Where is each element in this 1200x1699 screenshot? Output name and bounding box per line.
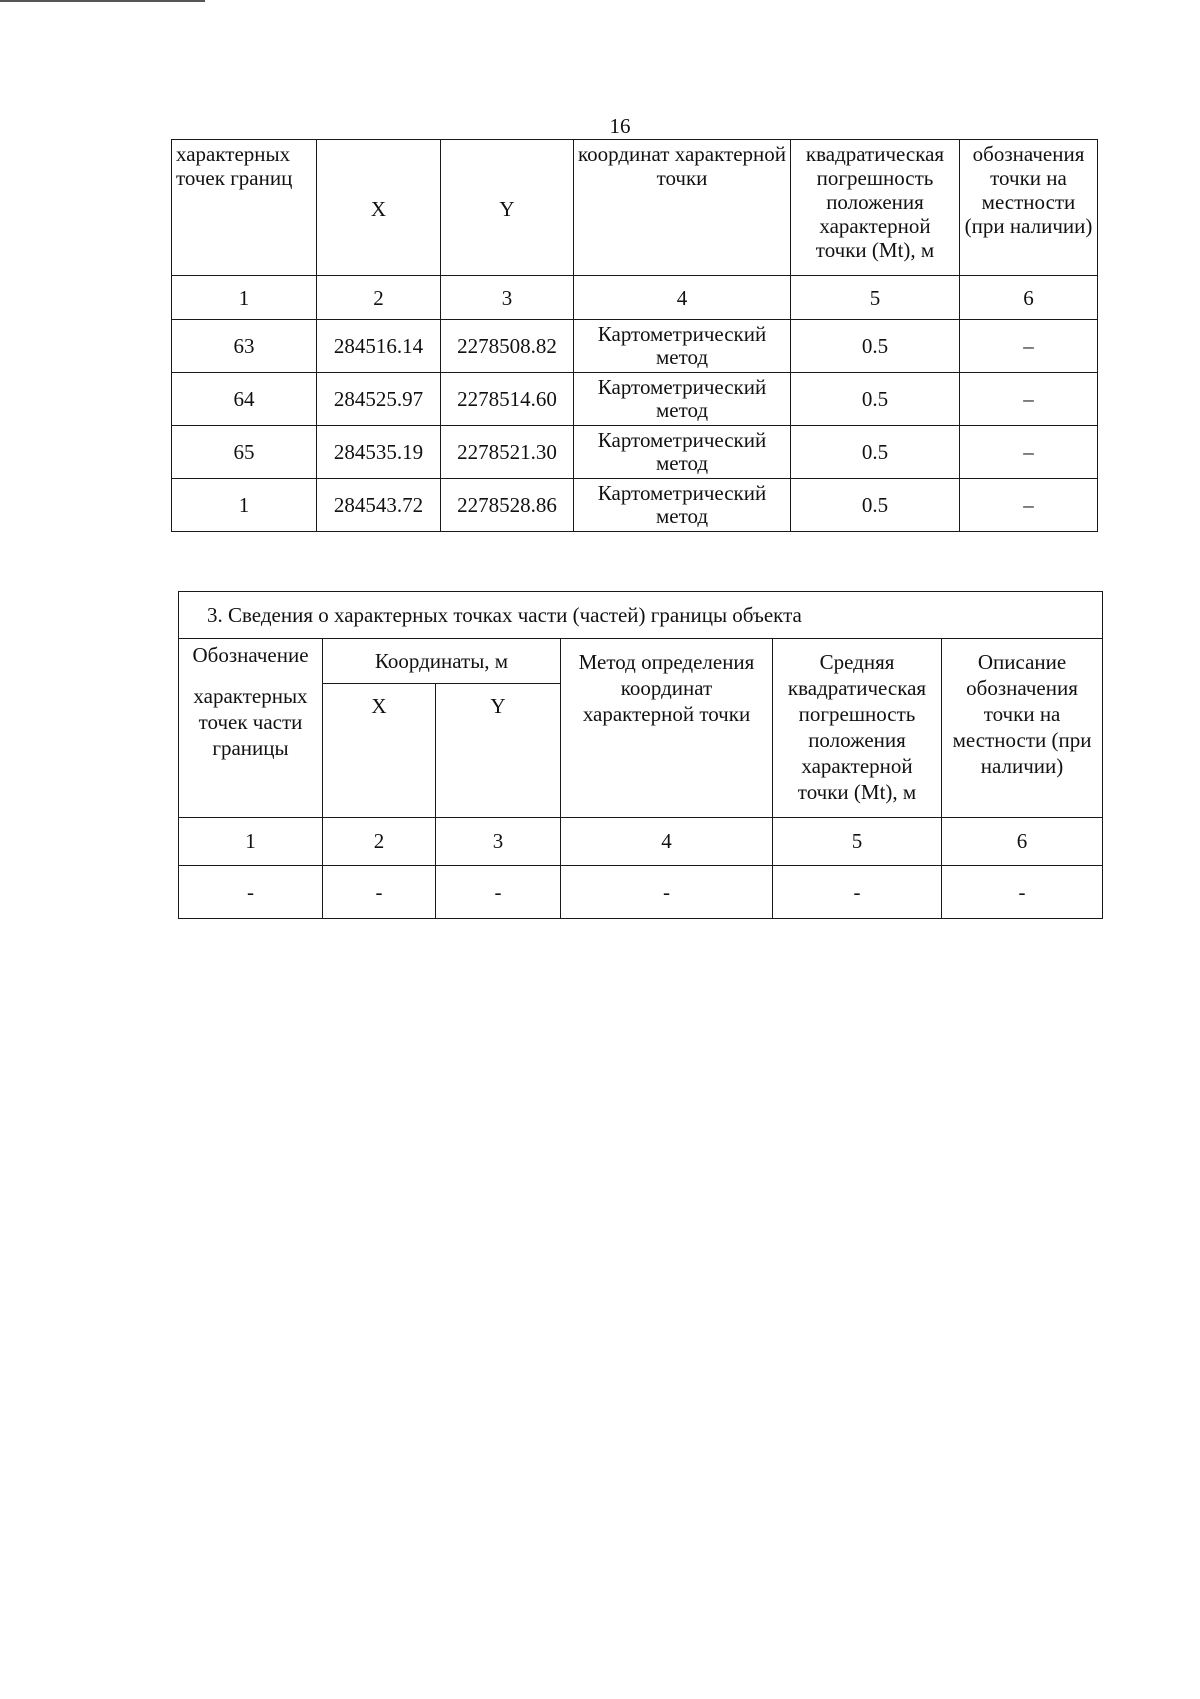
coord-x: 284535.19: [317, 426, 441, 479]
error-value: 0.5: [791, 373, 960, 426]
table2-title: 3. Сведения о характерных точках части (частей) границы объекта: [179, 592, 1103, 639]
coord-y: -: [436, 865, 561, 918]
table-row: [172, 426, 1098, 479]
point-id: 1: [172, 479, 317, 532]
error-value: 0.5: [791, 426, 960, 479]
coord-x: -: [323, 865, 436, 918]
table-row: [179, 865, 1103, 918]
method: Картометрический метод: [574, 426, 791, 479]
point-id: 65: [172, 426, 317, 479]
coord-y: 2278521.30: [441, 426, 574, 479]
page-number: 16: [609, 114, 631, 138]
column-number: 6: [960, 276, 1098, 320]
scan-edge-line: [0, 0, 205, 2]
error-value: 0.5: [791, 320, 960, 373]
part-boundary-points-table: [178, 591, 1103, 919]
table2-header-method: Метод определения координат характерной точки: [561, 639, 773, 818]
point-id: -: [179, 865, 323, 918]
table1-header-row: [172, 140, 1098, 276]
coord-x: 284525.97: [317, 373, 441, 426]
column-number: 2: [323, 817, 436, 865]
column-number: 5: [791, 276, 960, 320]
table2-header-error: Средняя квадратическая погрешность положения характерной точки (Mt), м: [773, 639, 942, 818]
table1-header-method: координат характерной точки: [574, 140, 791, 276]
table2-header-coords: Координаты, м: [323, 639, 561, 684]
column-number: 1: [179, 817, 323, 865]
column-number: 1: [172, 276, 317, 320]
error-value: -: [773, 865, 942, 918]
column-number: 5: [773, 817, 942, 865]
point-id: 63: [172, 320, 317, 373]
table1-header-point: характерных точек границ: [172, 140, 317, 276]
point-id: 64: [172, 373, 317, 426]
column-number: 6: [942, 817, 1103, 865]
method: -: [561, 865, 773, 918]
description: -: [942, 865, 1103, 918]
table2-header-y: Y: [436, 683, 561, 817]
column-number: 3: [441, 276, 574, 320]
table-row: [172, 320, 1098, 373]
table2-header-description: Описание обозначения точки на местности (при наличии): [942, 639, 1103, 818]
table-row: [172, 479, 1098, 532]
coord-x: 284516.14: [317, 320, 441, 373]
description: –: [960, 479, 1098, 532]
column-number: 2: [317, 276, 441, 320]
column-number: 4: [561, 817, 773, 865]
column-number: 4: [574, 276, 791, 320]
column-number: 3: [436, 817, 561, 865]
coord-y: 2278528.86: [441, 479, 574, 532]
description: –: [960, 320, 1098, 373]
table1-header-description: обозначения точки на местности (при наличии): [960, 140, 1098, 276]
description: –: [960, 373, 1098, 426]
coord-x: 284543.72: [317, 479, 441, 532]
method: Картометрический метод: [574, 479, 791, 532]
description: –: [960, 426, 1098, 479]
coord-y: 2278508.82: [441, 320, 574, 373]
table1-header-y: Y: [441, 140, 574, 276]
table1-header-error: квадратическая погрешность положения характерной точки (Mt), м: [791, 140, 960, 276]
table-row: [172, 373, 1098, 426]
method: Картометрический метод: [574, 320, 791, 373]
boundary-points-table-continued: [171, 139, 1098, 532]
coord-y: 2278514.60: [441, 373, 574, 426]
method: Картометрический метод: [574, 373, 791, 426]
table2-column-numbers: [179, 817, 1103, 865]
table2-header-x: X: [323, 683, 436, 817]
table2-header-row: [179, 639, 1103, 684]
table2-title-row: [179, 592, 1103, 639]
table1-header-x: X: [317, 140, 441, 276]
table1-column-numbers: [172, 276, 1098, 320]
table2-header-point-top: Обозначение: [179, 639, 323, 684]
table2-header-point-rest: характерных точек части границы: [179, 683, 323, 817]
error-value: 0.5: [791, 479, 960, 532]
